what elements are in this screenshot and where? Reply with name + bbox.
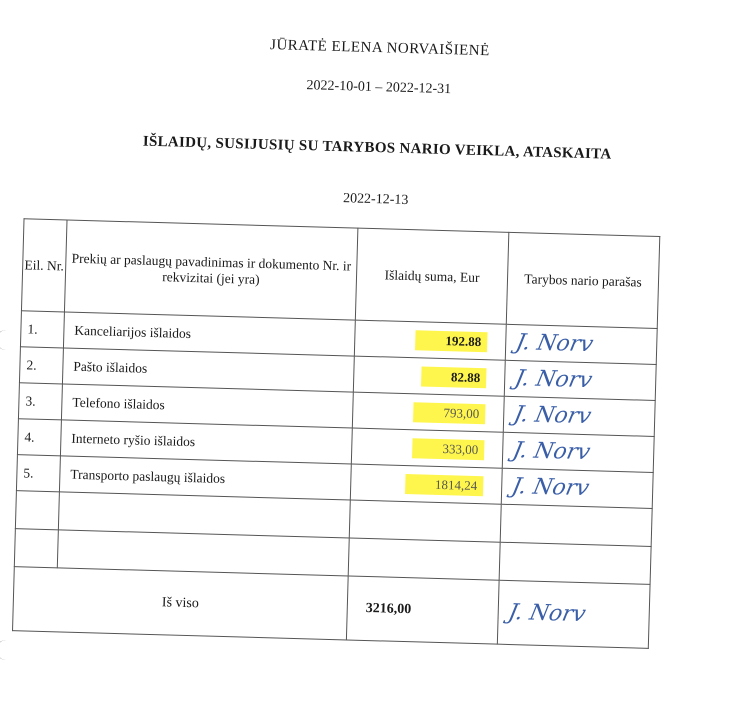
signature-text: J. Norv — [510, 438, 593, 466]
row-description: Telefono išlaidos — [61, 384, 353, 428]
row-amount-cell — [351, 428, 503, 468]
signature-text: J. Norv — [512, 366, 595, 394]
row-amount-cell — [352, 392, 504, 432]
total-value: 3216,00 — [346, 576, 499, 644]
row-number: 3. — [18, 383, 62, 420]
row-amount: 793,00 — [413, 402, 485, 424]
row-amount: 192.88 — [415, 330, 487, 352]
empty-cell — [349, 500, 501, 542]
row-number: 1. — [20, 311, 64, 348]
row-amount: 333,00 — [412, 438, 484, 460]
total-label: Iš viso — [13, 567, 349, 640]
row-description: Kanceliarijos išlaidos — [63, 312, 355, 356]
signature-text: J. Norv — [509, 474, 592, 502]
row-number: 2. — [19, 347, 63, 384]
row-description: Interneto ryšio išlaidos — [60, 420, 352, 464]
column-header-nr: Eil. Nr. — [21, 219, 67, 312]
row-description: Pašto išlaidos — [62, 348, 354, 392]
column-header-description: Prekių ar paslaugų pavadinimas ir dokumento Nr. ir rekvizitai (jei yra) — [64, 220, 357, 320]
report-period: 2022-10-01 – 2022-12-31 — [306, 78, 452, 98]
member-name: JŪRATĖ ELENA NORVAIŠIENĖ — [269, 37, 490, 60]
row-number: 4. — [17, 419, 61, 456]
empty-cell — [15, 491, 59, 530]
column-header-signature: Tarybos nario parašas — [506, 232, 660, 328]
column-header-amount: Išlaidų suma, Eur — [355, 228, 509, 324]
signature-text: J. Norv — [513, 330, 596, 358]
row-signature — [503, 396, 655, 436]
row-amount-cell — [350, 464, 502, 504]
empty-cell — [348, 538, 500, 580]
row-amount-cell — [354, 320, 506, 360]
report-date: 2022-12-13 — [342, 191, 409, 209]
row-signature — [505, 324, 657, 364]
total-signature — [497, 580, 650, 648]
row-signature — [504, 360, 656, 400]
report-title: IŠLAIDŲ, SUSIJUSIŲ SU TARYBOS NARIO VEIKLA, ATASKAITA — [142, 133, 612, 163]
expense-table — [12, 218, 660, 649]
empty-cell — [14, 529, 58, 568]
empty-cell — [499, 542, 651, 584]
row-signature — [502, 432, 654, 472]
row-amount: 82.88 — [421, 366, 487, 388]
row-description: Transporto paslaugų išlaidos — [59, 456, 351, 500]
table-header-row — [21, 219, 659, 329]
row-amount-cell — [353, 356, 505, 396]
empty-cell — [500, 504, 652, 546]
signature-text: J. Norv — [511, 402, 594, 430]
row-amount: 1814,24 — [405, 474, 484, 496]
row-number: 5. — [16, 455, 60, 492]
row-signature — [501, 468, 653, 508]
signature-text: J. Norv — [506, 600, 588, 628]
